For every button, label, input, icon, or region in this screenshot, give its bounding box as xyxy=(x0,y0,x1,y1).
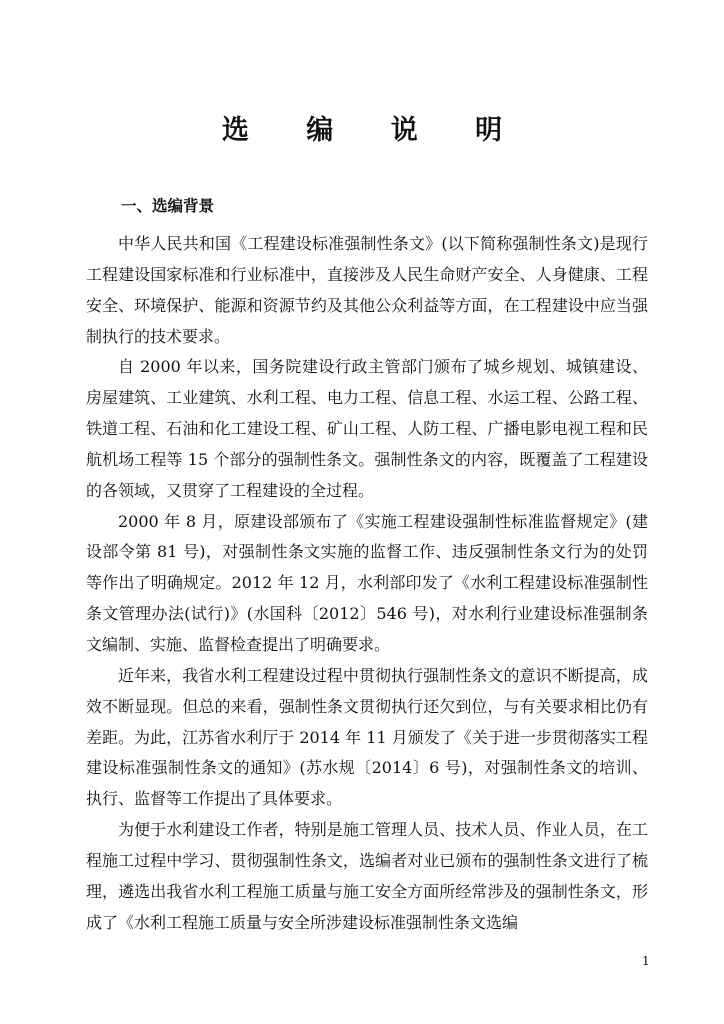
paragraph: 中华人民共和国《工程建设标准强制性条文》(以下简称强制性条文)是现行工程建设国家标准和行业标准中，直接涉及人民生命财产安全、人身健康、工程安全、环境保护、能源和资源节约及其他公众利益等方面，在工程建设中应当强制执行的技术要求。 xyxy=(86,234,648,346)
section-heading: 一、选编背景 xyxy=(121,197,215,215)
body-text xyxy=(86,229,648,938)
paragraph: 2000 年 8 月，原建设部颁布了《实施工程建设强制性标准监督规定》(建设部令第 81 号)，对强制性条文实施的监督工作、违反强制性条文行为的处罚等作出了明确规定。2012 年 12 月，水利部印发了《水利工程建设标准强制性条文管理办法(试行)》(水国科〔2012〕546 号)，对水利行业建设标准强制条文编制、实施、监督检查提出了明确要求。 xyxy=(86,511,648,654)
page-title: 选 编 说 明 xyxy=(221,115,527,146)
paragraph: 自 2000 年以来，国务院建设行政主管部门颁布了城乡规划、城镇建设、房屋建筑、工业建筑、水利工程、电力工程、信息工程、水运工程、公路工程、铁道工程、石油和化工建设工程、矿山工程、人防工程、广播电影电视工程和民航机场工程等 15 个部分的强制性条文。强制性条文的内容，既覆盖了工程建设的各领域，又贯穿了工程建设的全过程。 xyxy=(86,357,648,500)
paragraph: 为便于水利建设工作者，特别是施工管理人员、技术人员、作业人员，在工程施工过程中学习、贯彻强制性条文，选编者对业已颁布的强制性条文进行了梳理，遴选出我省水利工程施工质量与施工安全方面所经常涉及的强制性条文，形成了《水利工程施工质量与安全所涉建设标准强制性条文选编 xyxy=(86,820,648,932)
paragraph: 近年来，我省水利工程建设过程中贯彻执行强制性条文的意识不断提高，成效不断显现。但总的来看，强制性条文贯彻执行还欠到位，与有关要求相比仍有差距。为此，江苏省水利厅于 2014 年 11 月颁发了《关于进一步贯彻落实工程建设标准强制性条文的通知》(苏水规〔2014〕6 号)，对强制性条文的培训、执行、监督等工作提出了具体要求。 xyxy=(86,665,648,809)
page-number: 1 xyxy=(642,954,650,968)
